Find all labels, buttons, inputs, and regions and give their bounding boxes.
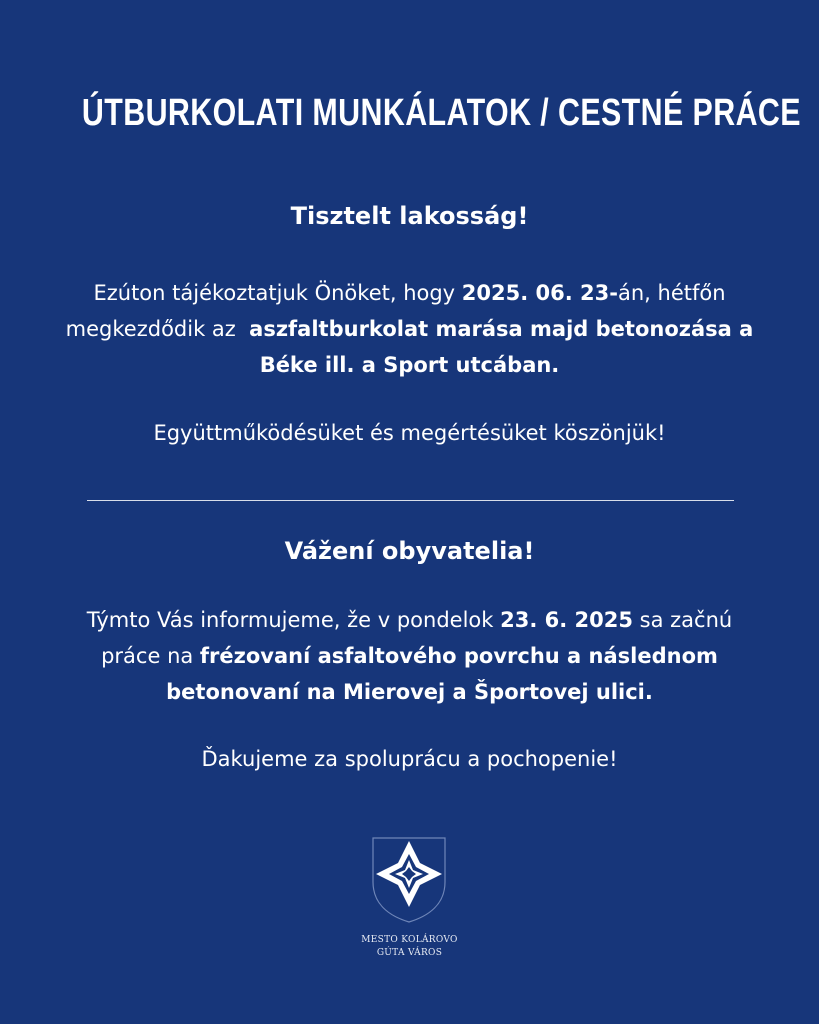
page-title: ÚTBURKOLATI MUNKÁLATOK / CESTNÉ PRÁCE bbox=[81, 92, 801, 134]
section-divider bbox=[87, 500, 734, 501]
organization-name: MESTO KOLÁROVO bbox=[361, 935, 458, 945]
slovak-announcement bbox=[30, 602, 789, 710]
slovak-thanks: Ďakujeme za spoluprácu a pochopenie! bbox=[201, 747, 618, 771]
hungarian-thanks: Együttműködésüket és megértésüket köszönjük! bbox=[153, 421, 666, 445]
hungarian-greeting: Tisztelt lakosság! bbox=[290, 202, 529, 230]
slovak-line-3: betonovaní na Mierovej a Športovej ulici. bbox=[166, 680, 653, 704]
hungarian-line-2: megkezdődik az aszfaltburkolat marása majd betonozása a bbox=[65, 317, 754, 341]
organization-name-hungarian: GÚTA VÁROS bbox=[376, 948, 443, 958]
slovak-line-2: práce na frézovaní asfaltového povrchu a následnom bbox=[101, 644, 718, 668]
hungarian-line-1: Ezúton tájékoztatjuk Önöket, hogy 2025. 06. 23-án, hétfőn bbox=[93, 281, 726, 305]
hungarian-announcement bbox=[30, 275, 789, 383]
coat-of-arms-icon bbox=[371, 836, 447, 924]
slovak-greeting: Vážení obyvatelia! bbox=[284, 537, 535, 565]
slovak-line-1: Týmto Vás informujeme, že v pondelok 23. 6. 2025 sa začnú bbox=[86, 608, 733, 632]
hungarian-line-3: Béke ill. a Sport utcában. bbox=[259, 353, 560, 377]
